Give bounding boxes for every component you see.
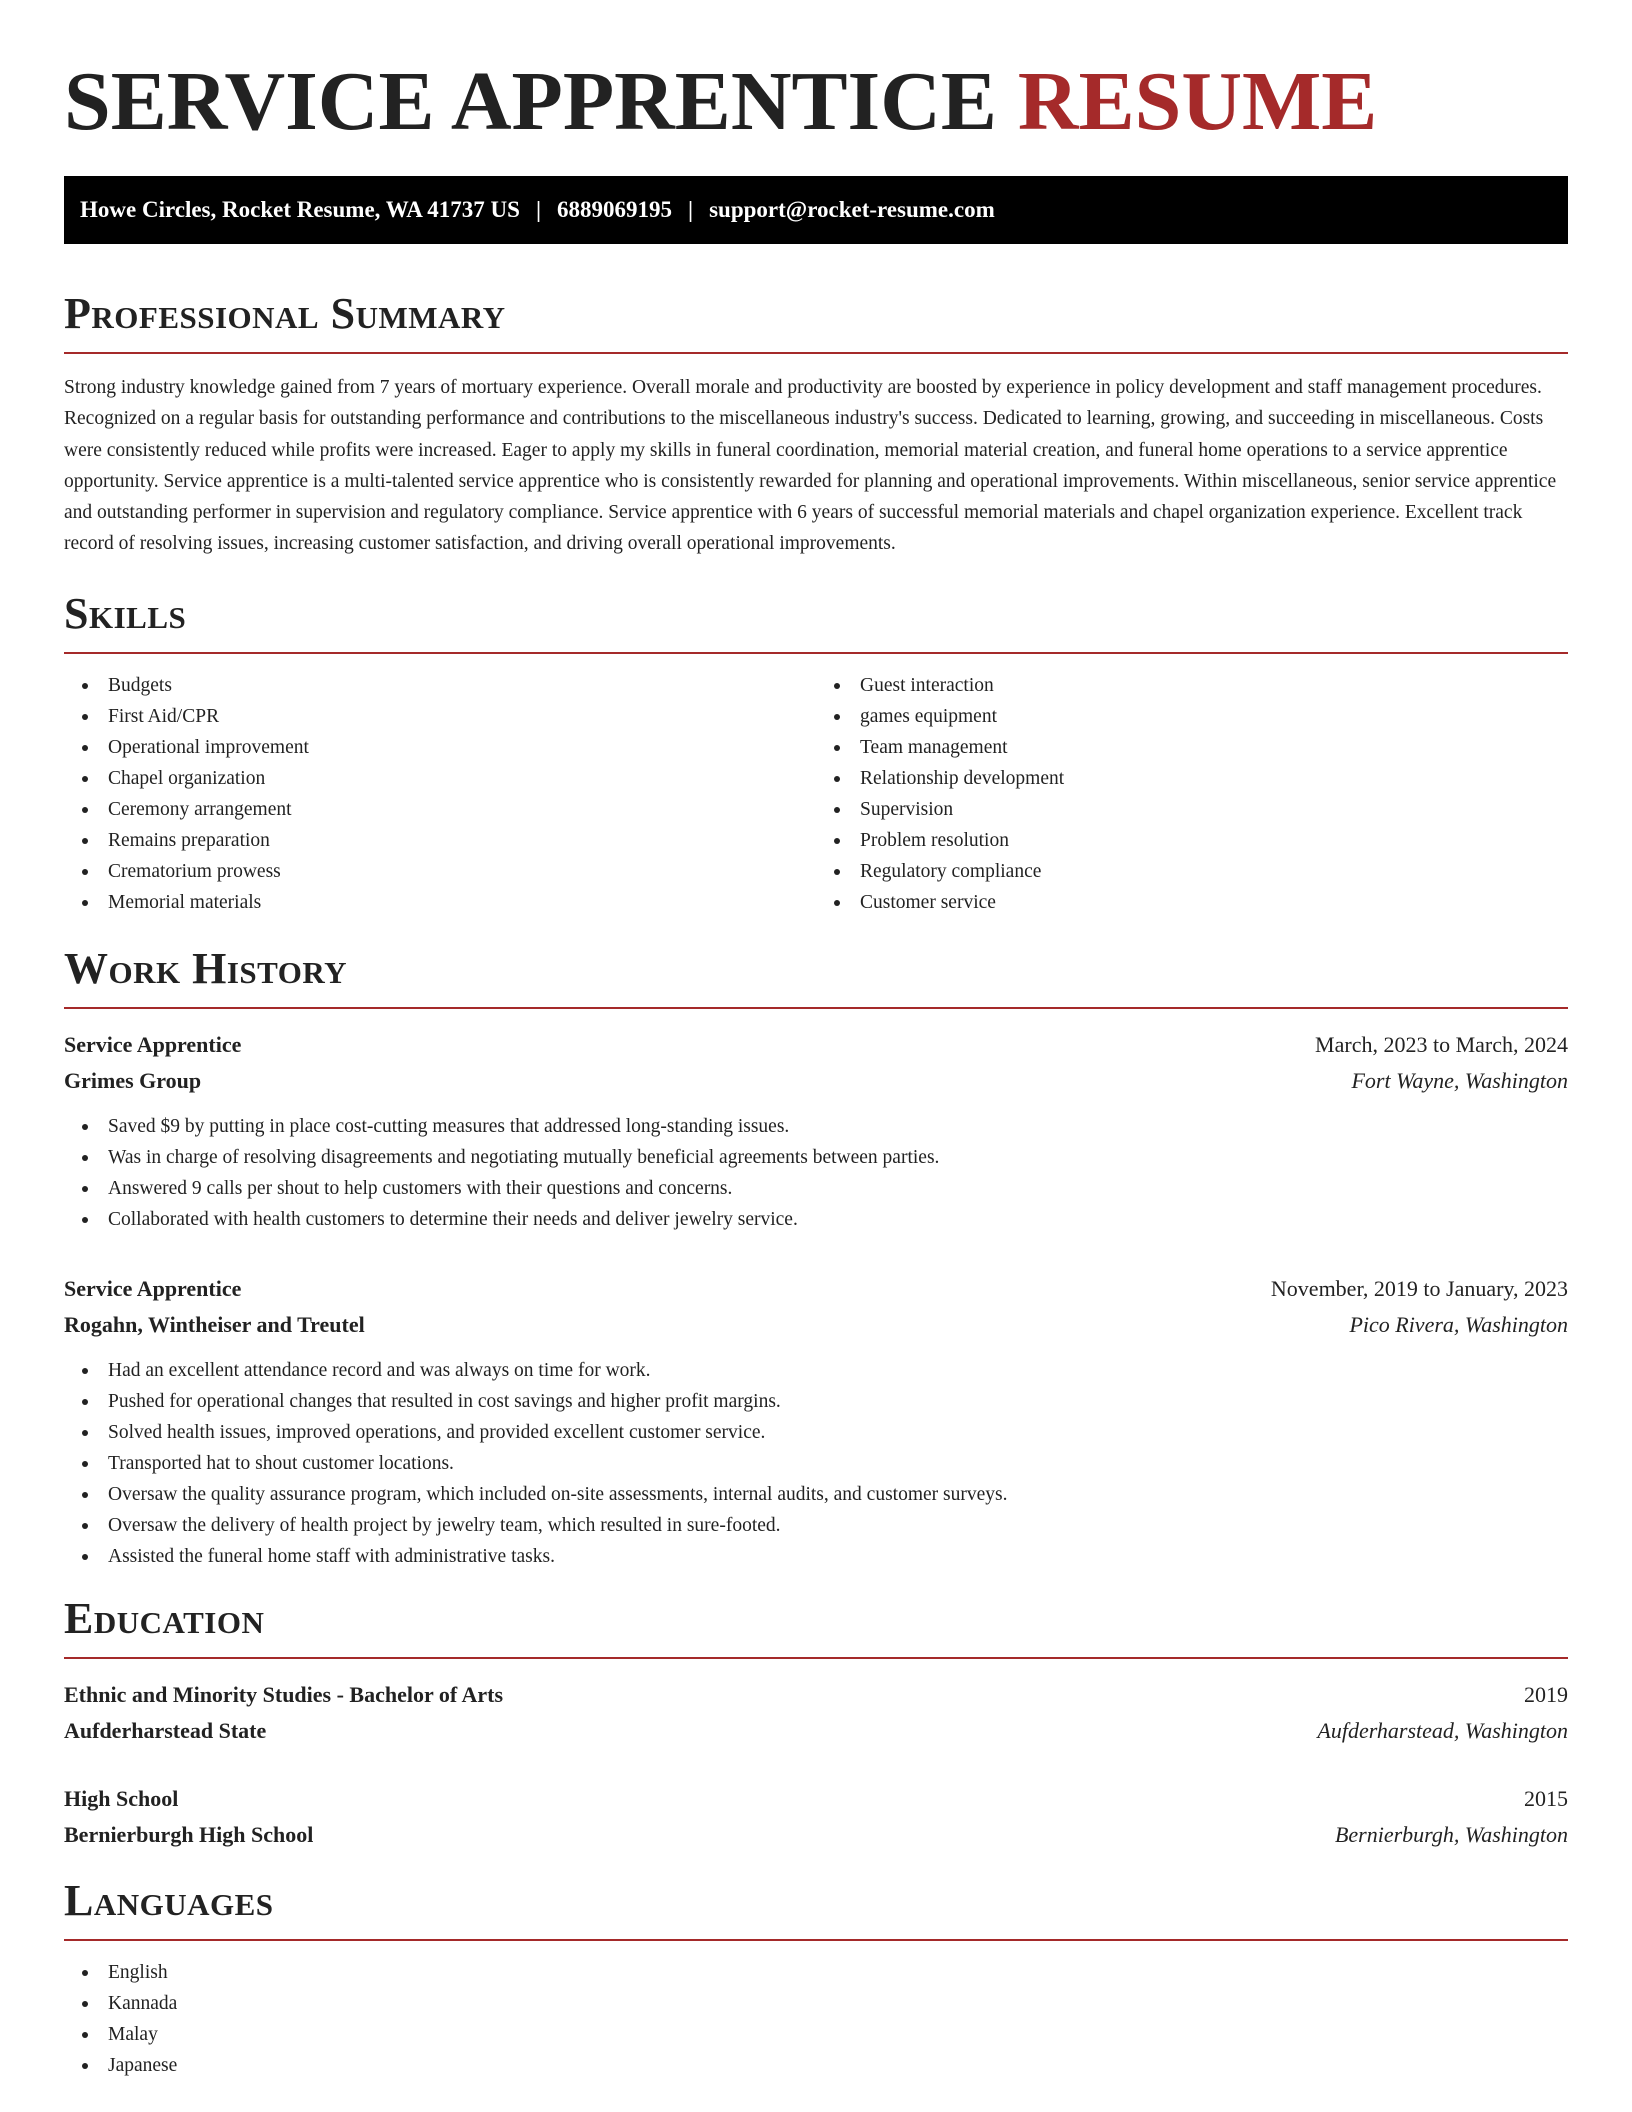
contact-separator: | [535, 197, 542, 222]
job-location: Fort Wayne, Washington [1351, 1067, 1568, 1093]
job-title-row [64, 1271, 1568, 1307]
contact-phone: 6889069195 [557, 197, 673, 222]
skill-item: Guest interaction [816, 670, 1568, 701]
job-bullet: Transported hat to shout customer locations. [64, 1448, 1568, 1479]
education-entry [64, 1781, 1568, 1853]
section-heading-skills: Skills [64, 588, 1568, 654]
education-school: Bernierburgh High School [64, 1821, 314, 1847]
title-main: SERVICE APPRENTICE [64, 55, 997, 148]
job-bullet: Pushed for operational changes that resulted in cost savings and higher profit margins. [64, 1386, 1568, 1417]
job-company: Rogahn, Wintheiser and Treutel [64, 1311, 365, 1337]
job-bullet: Had an excellent attendance record and was always on time for work. [64, 1355, 1568, 1386]
job-company: Grimes Group [64, 1067, 202, 1093]
skill-item: Chapel organization [64, 763, 816, 794]
job-bullets [64, 1111, 1568, 1235]
section-heading-languages: Languages [64, 1875, 1568, 1941]
summary-text: Strong industry knowledge gained from 7 years of mortuary experience. Overall morale and productivity are boosted by experience in policy development and staff management procedures. Recognized on a regular basis for outstanding performance and contributions to the miscellaneous industry's success. Dedicated to learning, growing, and succeeding in miscellaneous. Costs were consistently reduced while profits were increased. Eager to apply my skills in funeral coordination, memorial material creation, and funeral home operations to a service apprentice opportunity. Service apprentice is a multi-talented service apprentice who is consistently rewarded for planning and operational improvements. Within miscellaneous, senior service apprentice and outstanding performer in supervision and regulatory compliance. Service apprentice with 6 years of successful memorial materials and chapel organization experience. Excellent track record of resolving issues, increasing customer satisfaction, and driving overall operational improvements. [64, 377, 1557, 555]
education-location: Bernierburgh, Washington [1334, 1821, 1568, 1847]
skill-item: Operational improvement [64, 732, 816, 763]
skill-item: Ceremony arrangement [64, 794, 816, 825]
skill-item: Remains preparation [64, 825, 816, 856]
skills-list-right [816, 670, 1568, 919]
job-location: Pico Rivera, Washington [1349, 1311, 1568, 1337]
skill-item: Customer service [816, 887, 1568, 918]
language-item: Japanese [64, 2050, 1568, 2081]
education-year: 2015 [1524, 1785, 1568, 1811]
job-dates: March, 2023 to March, 2024 [1315, 1031, 1568, 1057]
skills-grid [64, 670, 1568, 919]
skill-item: Regulatory compliance [816, 856, 1568, 887]
section-heading-education: Education [64, 1593, 1568, 1659]
education-entry [64, 1677, 1568, 1749]
education-degree: Ethnic and Minority Studies - Bachelor of Arts [64, 1681, 504, 1707]
skill-item: games equipment [816, 701, 1568, 732]
skills-section [64, 588, 1568, 919]
skill-item: Relationship development [816, 763, 1568, 794]
resume-title [64, 0, 1568, 148]
job-bullet: Oversaw the delivery of health project by jewelry team, which resulted in sure-footed. [64, 1510, 1568, 1541]
job-entry [64, 1027, 1568, 1235]
professional-summary-section [64, 288, 1568, 560]
contact-bar [64, 176, 1568, 244]
job-title: Service Apprentice [64, 1275, 242, 1301]
job-bullet: Collaborated with health customers to determine their needs and deliver jewelry service. [64, 1204, 1568, 1235]
education-year: 2019 [1524, 1681, 1568, 1707]
section-heading-summary: Professional Summary [64, 288, 1568, 354]
education-degree-row [64, 1781, 1568, 1817]
job-bullets [64, 1355, 1568, 1573]
work-history-section [64, 943, 1568, 1573]
education-school-row [64, 1713, 1568, 1749]
skills-list-left [64, 670, 816, 919]
language-item: Malay [64, 2019, 1568, 2050]
skill-item: Memorial materials [64, 887, 816, 918]
education-school-row [64, 1817, 1568, 1853]
job-bullet: Was in charge of resolving disagreements and negotiating mutually beneficial agreements between parties. [64, 1142, 1568, 1173]
education-degree-row [64, 1677, 1568, 1713]
job-bullet: Oversaw the quality assurance program, which included on-site assessments, internal audits, and customer surveys. [64, 1479, 1568, 1510]
education-section [64, 1593, 1568, 1853]
section-heading-work: Work History [64, 943, 1568, 1009]
job-company-row [64, 1063, 1568, 1099]
skill-item: Crematorium prowess [64, 856, 816, 887]
job-title-row [64, 1027, 1568, 1063]
job-title: Service Apprentice [64, 1031, 242, 1057]
job-company-row [64, 1307, 1568, 1343]
job-bullet: Answered 9 calls per shout to help customers with their questions and concerns. [64, 1173, 1568, 1204]
education-degree: High School [64, 1785, 179, 1811]
job-entry [64, 1271, 1568, 1573]
contact-email: support@rocket-resume.com [709, 197, 995, 222]
skill-item: First Aid/CPR [64, 701, 816, 732]
languages-section [64, 1875, 1568, 2081]
contact-address: Howe Circles, Rocket Resume, WA 41737 US [80, 197, 520, 222]
job-bullet: Saved $9 by putting in place cost-cutting measures that addressed long-standing issues. [64, 1111, 1568, 1142]
job-dates: November, 2019 to January, 2023 [1270, 1275, 1568, 1301]
contact-separator: | [688, 197, 694, 222]
title-accent: RESUME [1017, 55, 1378, 148]
education-school: Aufderharstead State [64, 1717, 267, 1743]
job-bullet: Solved health issues, improved operations, and provided excellent customer service. [64, 1417, 1568, 1448]
skill-item: Team management [816, 732, 1568, 763]
language-item: Kannada [64, 1988, 1568, 2019]
education-location: Aufderharstead, Washington [1317, 1717, 1568, 1743]
language-item: English [64, 1957, 1568, 1988]
job-bullet: Assisted the funeral home staff with administrative tasks. [64, 1541, 1568, 1572]
skill-item: Problem resolution [816, 825, 1568, 856]
languages-list [64, 1957, 1568, 2081]
skill-item: Supervision [816, 794, 1568, 825]
skill-item: Budgets [64, 670, 816, 701]
